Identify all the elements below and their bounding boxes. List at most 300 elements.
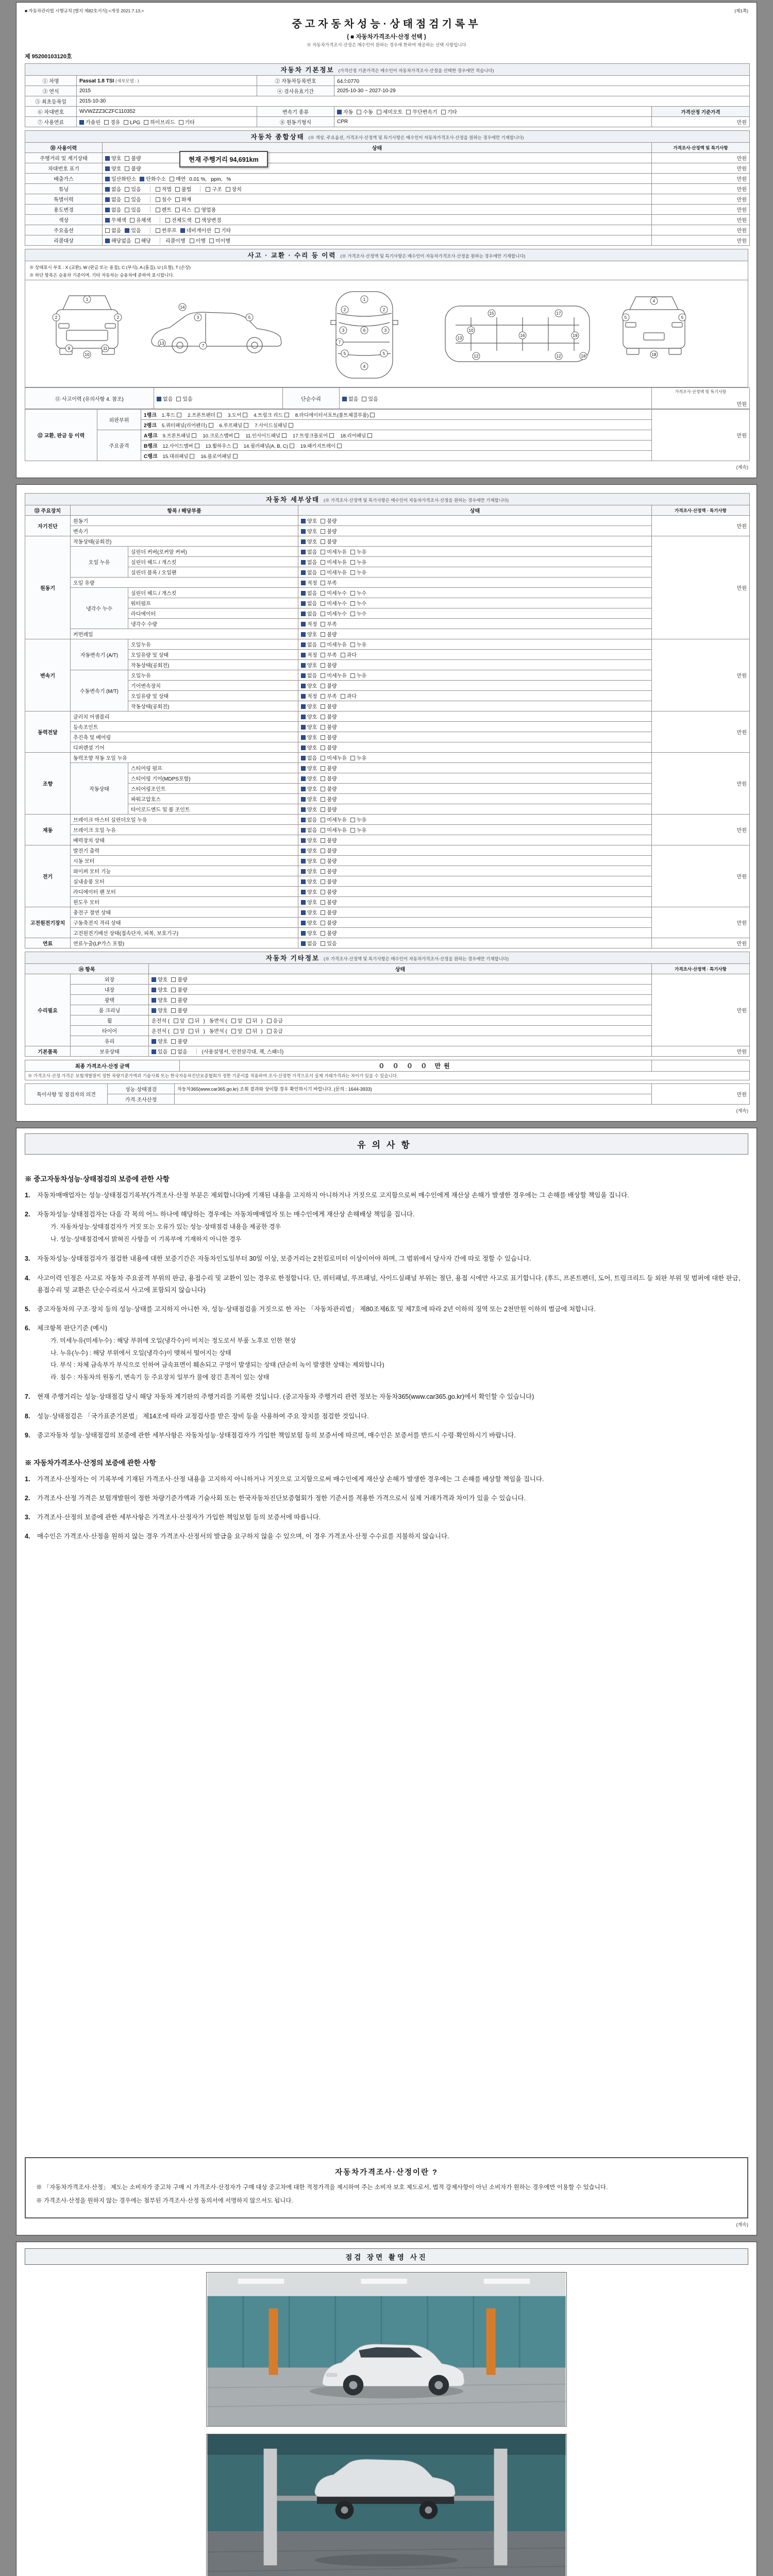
- overall-row: [25, 153, 750, 163]
- checkbox-불량[interactable]: 불량: [321, 805, 337, 813]
- part-item[interactable]: 11.인사이드패널: [245, 432, 287, 439]
- checkbox-양호[interactable]: 양호: [301, 517, 317, 524]
- checkbox-box: [350, 570, 355, 575]
- checkbox-box: [105, 218, 110, 223]
- notice-text: 사고이력 인정은 사고로 자동차 주요골격 부위의 판금, 용접수리 및 교환이 있는 경우로 한정합니다. 단, 쿼터패널, 루프패널, 사이드실패널 부위는 절단, 용접 시에만 사고로 표기합니다. (후드, 프론트펜더, 도어, 트렁크리드 등 외판 부위 및 범퍼에 대한 판금, 용접수리 및 교환은 단순수리로서 사고에 포함되지 않습니다): [37, 1274, 741, 1294]
- vin-label: ⑥ 차대번호: [25, 107, 77, 117]
- final-price-amount: ０ ０ ０ ０ 만원: [180, 1060, 652, 1072]
- checkbox-box: [171, 1008, 176, 1013]
- form-reference-row: [25, 8, 748, 14]
- checkbox-box: [301, 735, 306, 740]
- checkbox-매연[interactable]: 매연: [170, 175, 186, 182]
- overall-item-label: 색상: [25, 215, 103, 225]
- part-item[interactable]: 7.사이드실패널: [255, 421, 293, 429]
- checkbox-리스[interactable]: 리스: [175, 206, 191, 213]
- document-subtitle-note: ※ 자동차가격조사·산정은 매수인이 원하는 경우에 한하여 제공하는 선택 사항입니다: [307, 42, 466, 47]
- checkbox-부족[interactable]: 부족: [321, 620, 337, 628]
- part-item[interactable]: 14.필러패널(A, B, C): [244, 442, 294, 449]
- checkbox-없음[interactable]: 없음: [301, 599, 317, 607]
- checkbox-없음[interactable]: 없음: [301, 939, 317, 947]
- checkbox-누유[interactable]: 누유: [350, 568, 366, 576]
- checkbox-전체도색[interactable]: 전체도색: [165, 216, 192, 224]
- checkbox-box: [233, 454, 238, 459]
- part-item[interactable]: 2.프론트펜더: [188, 411, 222, 418]
- checkbox-없음[interactable]: 없음: [105, 206, 121, 213]
- current-mileage-box: 현재 주행거리 94,691km: [179, 151, 268, 167]
- checkbox-box: [125, 228, 129, 233]
- checkbox-양호[interactable]: 양호: [301, 846, 317, 854]
- checkbox-유채색[interactable]: 유채색: [130, 216, 151, 224]
- checkbox-양호[interactable]: 양호: [301, 785, 317, 792]
- checkbox-무채색[interactable]: 무채색: [105, 216, 126, 224]
- item-state: [298, 670, 652, 681]
- checkbox-기타[interactable]: 기타: [215, 226, 231, 234]
- checkbox-구조[interactable]: 구조: [206, 185, 222, 193]
- checkbox-뒤[interactable]: 뒤: [246, 1027, 258, 1035]
- checkbox-미세누유[interactable]: 미세누유: [321, 558, 347, 566]
- checkbox-없음[interactable]: 없음: [105, 185, 121, 193]
- notices-section2-title: ※ 자동차가격조사·산정의 보증에 관한 사항: [25, 1459, 156, 1467]
- notice-sub-item: 나. 성능·상태점검에서 밝혀진 사항을 이 기록부에 기재하지 아니한 경우: [51, 1235, 242, 1243]
- overall-row: [25, 215, 750, 225]
- extra-price: 만원: [652, 974, 750, 1046]
- checkbox-있음[interactable]: 있음: [125, 206, 141, 213]
- checkbox-누유[interactable]: 누유: [350, 816, 366, 823]
- checkbox-양호[interactable]: 양호: [301, 888, 317, 895]
- checkbox-불량[interactable]: 불량: [321, 527, 337, 535]
- checkbox-box: [377, 110, 381, 114]
- document-title: 중고자동차성능·상태점검기록부: [292, 19, 481, 30]
- checkbox-썬루프[interactable]: 썬루프: [156, 226, 177, 234]
- checkbox-불량[interactable]: 불량: [321, 743, 337, 751]
- checkbox-네비게이션[interactable]: 네비게이션: [180, 226, 211, 234]
- detail-row: [25, 938, 750, 948]
- checkbox-탄화수소[interactable]: 탄화수소: [140, 175, 166, 182]
- checkbox-box: [301, 910, 306, 915]
- checkbox-box: [321, 910, 325, 915]
- checkbox-불량[interactable]: 불량: [171, 1006, 187, 1014]
- checkbox-앞[interactable]: 앞: [174, 1027, 185, 1035]
- checkbox-불량[interactable]: 불량: [321, 723, 337, 731]
- part-item[interactable]: 10.크로스멤버: [203, 432, 239, 439]
- part-item[interactable]: 15.대쉬패널: [163, 452, 195, 460]
- checkbox-과다[interactable]: 과다: [341, 692, 357, 700]
- checkbox-없음[interactable]: 없음: [301, 568, 317, 576]
- part-item[interactable]: 9.프론트패널: [163, 432, 197, 439]
- device-price: 만원: [652, 845, 750, 907]
- checkbox-영업용[interactable]: 영업용: [195, 206, 216, 213]
- checkbox-box: [246, 1019, 251, 1023]
- checkbox-box: [321, 694, 325, 699]
- checkbox-불량[interactable]: 불량: [125, 154, 141, 162]
- checkbox-불량[interactable]: 불량: [321, 630, 337, 638]
- checkbox-세미오토[interactable]: 세미오토: [377, 108, 403, 115]
- checkbox-불량[interactable]: 불량: [171, 1037, 187, 1045]
- checkbox-box: [130, 218, 135, 223]
- page-4: [16, 2242, 757, 2576]
- checkbox-box: [301, 519, 306, 523]
- checkbox-침수[interactable]: 침수: [156, 195, 172, 203]
- checkbox-미세누유[interactable]: 미세누유: [321, 826, 347, 834]
- checkbox-양호[interactable]: 양호: [301, 805, 317, 813]
- checkbox-경유[interactable]: 경유: [104, 118, 120, 126]
- detail-col-price: 가격조사·산정액 · 특기사항: [652, 505, 750, 516]
- item-state: [298, 835, 652, 845]
- checkbox-미세누유[interactable]: 미세누유: [321, 548, 347, 555]
- checkbox-불량[interactable]: 불량: [321, 877, 337, 885]
- checkbox-box: [125, 208, 129, 212]
- checkbox-있음[interactable]: 있음: [125, 185, 141, 193]
- checkbox-해당없음[interactable]: 해당없음: [105, 236, 131, 244]
- checkbox-불량[interactable]: 불량: [321, 733, 337, 741]
- checkbox-box: [301, 766, 306, 771]
- checkbox-box: [267, 1019, 272, 1023]
- checkbox-양호[interactable]: 양호: [301, 836, 317, 844]
- checkbox-수동[interactable]: 수동: [357, 108, 373, 115]
- checkbox-앞[interactable]: 앞: [231, 1016, 243, 1024]
- checkbox-색상변경[interactable]: 색상변경: [195, 216, 222, 224]
- checkbox-양호[interactable]: 양호: [301, 908, 317, 916]
- checkbox-box: [301, 921, 306, 925]
- device-sub-label: 수동변속기 (M/T): [71, 670, 128, 711]
- checkbox-box: [152, 1008, 156, 1013]
- checkbox-양호[interactable]: 양호: [301, 630, 317, 638]
- checkbox-box: [301, 663, 306, 668]
- checkbox-없음[interactable]: 없음: [105, 226, 121, 234]
- checkbox-가솔린[interactable]: 가솔린: [79, 118, 100, 126]
- checkbox-불량[interactable]: 불량: [321, 888, 337, 895]
- extra-item-label: 보유상태: [71, 1046, 149, 1057]
- part-number-text: 10: [85, 352, 90, 357]
- checkbox-불량[interactable]: 불량: [321, 857, 337, 865]
- checkbox-양호[interactable]: 양호: [301, 723, 317, 731]
- part-number-text: 4: [652, 299, 656, 303]
- checkbox-불량[interactable]: 불량: [321, 785, 337, 792]
- checkbox-box: [175, 187, 180, 192]
- checkbox-기타[interactable]: 기타: [441, 108, 457, 115]
- checkbox-부족[interactable]: 부족: [321, 651, 337, 658]
- detail-row: [25, 660, 750, 670]
- checkbox-적정[interactable]: 적정: [301, 620, 317, 628]
- checkbox-불량[interactable]: 불량: [321, 836, 337, 844]
- checkbox-없음[interactable]: 없음: [301, 558, 317, 566]
- checkbox-box: [367, 433, 372, 438]
- checkbox-앞[interactable]: 앞: [231, 1027, 243, 1035]
- checkbox-불량[interactable]: 불량: [321, 908, 337, 916]
- checkbox-양호[interactable]: 양호: [301, 537, 317, 545]
- checkbox-누수[interactable]: 누수: [350, 589, 366, 597]
- checkbox-양호[interactable]: 양호: [301, 682, 317, 689]
- checkbox-양호[interactable]: 양호: [152, 986, 167, 993]
- checkbox-box: [321, 818, 325, 822]
- checkbox-이행[interactable]: 이행: [190, 236, 206, 244]
- checkbox-box: [290, 444, 294, 448]
- checkbox-없음[interactable]: 없음: [301, 671, 317, 679]
- checkbox-부족[interactable]: 부족: [321, 692, 337, 700]
- part-item[interactable]: 5.쿼터패널(리어펜더): [162, 421, 213, 429]
- detail-row: [25, 866, 750, 876]
- checkbox-미세누유[interactable]: 미세누유: [321, 640, 347, 648]
- item-state: [298, 722, 652, 732]
- checkbox-불량[interactable]: 불량: [321, 919, 337, 926]
- checkbox-box: [171, 1049, 176, 1054]
- notice-text: 자동차매매업자는 성능·상태점검기록부(가격조사·산정 부분은 제외합니다)에 기재된 내용을 고지하지 아니하거나 거짓으로 고지함으로써 매수인에게 재산상 손해가 발생한 경우에는 그 손해를 배상할 책임을 집니다.: [37, 1192, 629, 1199]
- checkbox-box: [156, 197, 160, 202]
- notice-number: 8.: [25, 1412, 30, 1420]
- rank-label: A랭크: [144, 433, 158, 439]
- item-state: [298, 753, 652, 763]
- checkbox-불량[interactable]: 불량: [321, 537, 337, 545]
- extra-item-label: 타이어: [71, 1026, 149, 1036]
- device-price: 만원: [652, 938, 750, 948]
- checkbox-양호[interactable]: 양호: [301, 795, 317, 803]
- checkbox-box: [175, 197, 180, 202]
- checkbox-양호[interactable]: 양호: [301, 743, 317, 751]
- part-item[interactable]: 8.라디에이터서포트(볼트체결부품): [295, 411, 375, 418]
- checkbox-불량[interactable]: 불량: [321, 795, 337, 803]
- checkbox-하이브리드[interactable]: 하이브리드: [144, 118, 175, 126]
- checkbox-기타[interactable]: 기타: [179, 118, 195, 126]
- exchange-rank-parts: [141, 451, 652, 461]
- item-state: [298, 856, 652, 866]
- notice-sub-item: 가. 자동차성능·상태점검자가 거짓 또는 오류가 있는 성능·상태점검 내용을 제공한 경우: [51, 1223, 281, 1231]
- checkbox-미세누수[interactable]: 미세누수: [321, 589, 347, 597]
- part-item[interactable]: 16.플로어패널: [200, 452, 237, 460]
- checkbox-box: [301, 745, 306, 750]
- checkbox-누유[interactable]: 누유: [350, 826, 366, 834]
- part-item[interactable]: 19.패키지트레이: [300, 442, 342, 449]
- firstreg-label: ⑤ 최초등록일: [25, 96, 77, 107]
- checkbox-불량[interactable]: 불량: [171, 996, 187, 1004]
- checkbox-있음[interactable]: 있음: [125, 195, 141, 203]
- checkbox-양호[interactable]: 양호: [301, 898, 317, 906]
- part-item[interactable]: 12.사이드멤버: [163, 442, 199, 449]
- checkbox-box: [171, 1039, 176, 1044]
- checkbox-box: [321, 632, 325, 637]
- checkbox-자동[interactable]: 자동: [337, 108, 353, 115]
- checkbox-미세누유[interactable]: 미세누유: [321, 816, 347, 823]
- checkbox-과다[interactable]: 과다: [341, 651, 357, 658]
- checkbox-없음[interactable]: 없음: [301, 609, 317, 617]
- checkbox-양호[interactable]: 양호: [301, 702, 317, 710]
- checkbox-양호[interactable]: 양호: [301, 764, 317, 772]
- checkbox-뒤[interactable]: 뒤: [189, 1027, 200, 1035]
- item-state: [298, 516, 652, 526]
- basic-section-header: 자동차 기본정보 (가격산정 기준가격은 매수인이 자동차가격조사·산정을 선택한 경우에만 적습니다): [25, 64, 750, 76]
- checkbox-뒤[interactable]: 뒤: [246, 1016, 258, 1024]
- checkbox-있음[interactable]: 있음: [176, 395, 192, 402]
- checkbox-무단변속기[interactable]: 무단변속기: [406, 108, 437, 115]
- checkbox-누유[interactable]: 누유: [350, 671, 366, 679]
- checkbox-있음[interactable]: 있음: [321, 939, 337, 947]
- checkbox-양호[interactable]: 양호: [105, 154, 121, 162]
- overall-col-state: 상태: [103, 143, 652, 153]
- item-state: [298, 742, 652, 753]
- device-price: 만원: [652, 639, 750, 711]
- checkbox-양호[interactable]: 양호: [152, 975, 167, 983]
- checkbox-화재[interactable]: 화재: [175, 195, 191, 203]
- checkbox-불량[interactable]: 불량: [321, 846, 337, 854]
- checkbox-LPG[interactable]: LPG: [124, 120, 140, 126]
- checkbox-미세누수[interactable]: 미세누수: [321, 599, 347, 607]
- checkbox-양호[interactable]: 양호: [301, 877, 317, 885]
- notice-text: 성능·상태점검은 「국가표준기본법」 제14조에 따라 교정검사를 받은 장비 등을 사용하여 주요 장치를 점검한 것입니다.: [37, 1412, 369, 1420]
- item-label: 타이로드엔드 및 볼 조인트: [128, 804, 298, 815]
- checkbox-불량[interactable]: 불량: [321, 713, 337, 720]
- checkbox-box: [125, 166, 129, 171]
- checkbox-적법[interactable]: 적법: [156, 185, 172, 193]
- notice-number: 1.: [25, 1192, 30, 1199]
- checkbox-불량[interactable]: 불량: [321, 517, 337, 524]
- overall-item-state: [103, 194, 652, 205]
- checkbox-box: [171, 977, 176, 982]
- checkbox-양호[interactable]: 양호: [301, 867, 317, 875]
- overall-item-label: 배출가스: [25, 174, 103, 184]
- checkbox-없음[interactable]: 없음: [105, 195, 121, 203]
- checkbox-불량[interactable]: 불량: [321, 661, 337, 669]
- notice-item: [25, 1253, 748, 1265]
- checkbox-없음[interactable]: 없음: [342, 395, 358, 402]
- part-item[interactable]: 3.도어: [228, 411, 247, 418]
- checkbox-양호[interactable]: 양호: [301, 857, 317, 865]
- notice-number: 3.: [25, 1255, 30, 1263]
- checkbox-box: [234, 433, 239, 438]
- extra-item-label: 외장: [71, 974, 149, 985]
- part-number-text: 5: [248, 315, 251, 320]
- part-item[interactable]: 1.후드: [162, 411, 181, 418]
- checkbox-없음[interactable]: 없음: [301, 754, 317, 761]
- checkbox-불량[interactable]: 불량: [321, 774, 337, 782]
- checkbox-불량[interactable]: 불량: [321, 867, 337, 875]
- checkbox-누수[interactable]: 누수: [350, 599, 366, 607]
- checkbox-미세누유[interactable]: 미세누유: [321, 568, 347, 576]
- checkbox-앞[interactable]: 앞: [174, 1016, 185, 1024]
- checkbox-양호[interactable]: 양호: [152, 996, 167, 1004]
- checkbox-box: [301, 632, 306, 637]
- simple-repair-label: 단순수리: [283, 388, 340, 409]
- notice-sub-item: 가. 미세누유(미세누수) : 해당 부위에 오일(냉각수)이 비치는 정도로서 부품 노후로 인한 현상: [51, 1337, 296, 1345]
- checkbox-일산화탄소[interactable]: 일산화탄소: [105, 175, 136, 182]
- part-item[interactable]: 13.휠하우스: [206, 442, 238, 449]
- checkbox-뒤[interactable]: 뒤: [189, 1016, 200, 1024]
- checkbox-미세누수[interactable]: 미세누수: [321, 609, 347, 617]
- accident-section-header: 사고 · 교환 · 수리 등 이력 (※ 가격조사·산정액 및 특기사항은 매수인이 자동차가격조사·산정을 원하는 경우에만 기재합니다): [25, 249, 748, 261]
- checkbox-양호[interactable]: 양호: [152, 1037, 167, 1045]
- price-survey-box-title: 자동차가격조사·산정이란 ?: [335, 2168, 438, 2177]
- checkbox-box: [284, 413, 289, 417]
- checkbox-없음[interactable]: 없음: [301, 640, 317, 648]
- checkbox-있음[interactable]: 있음: [125, 226, 141, 234]
- checkbox-없음[interactable]: 없음: [301, 816, 317, 823]
- checkbox-해당[interactable]: 해당: [135, 236, 151, 244]
- checkbox-양호[interactable]: 양호: [301, 661, 317, 669]
- checkbox-없음[interactable]: 없음: [301, 548, 317, 555]
- checkbox-누수[interactable]: 누수: [350, 609, 366, 617]
- part-item[interactable]: 18.리어패널: [340, 432, 372, 439]
- checkbox-적정[interactable]: 적정: [301, 651, 317, 658]
- checkbox-없음[interactable]: 없음: [157, 395, 173, 402]
- checkbox-렌트[interactable]: 렌트: [156, 206, 172, 213]
- checkbox-응급[interactable]: 응급: [267, 1027, 283, 1035]
- checkbox-미세누유[interactable]: 미세누유: [321, 754, 347, 761]
- year-label: ③ 연식: [25, 86, 77, 96]
- checkbox-있음[interactable]: 있음: [362, 395, 378, 402]
- checkbox-적정[interactable]: 적정: [301, 692, 317, 700]
- part-item[interactable]: 4.트렁크 리드: [254, 411, 289, 418]
- checkbox-box: [152, 1049, 156, 1054]
- part-item[interactable]: 6.루프패널: [220, 421, 249, 429]
- checkbox-양호[interactable]: 양호: [301, 713, 317, 720]
- part-number-text: 11: [103, 346, 108, 351]
- checkbox-누유[interactable]: 누유: [350, 640, 366, 648]
- checkbox-불량[interactable]: 불량: [321, 682, 337, 689]
- checkbox-없음[interactable]: 없음: [171, 1047, 187, 1055]
- checkbox-양호[interactable]: 양호: [152, 1006, 167, 1014]
- checkbox-불량[interactable]: 불량: [171, 975, 187, 983]
- detail-row: [25, 773, 750, 784]
- checkbox-불량[interactable]: 불량: [321, 929, 337, 937]
- checkbox-양호[interactable]: 양호: [105, 164, 121, 172]
- checkbox-양호[interactable]: 양호: [301, 733, 317, 741]
- checkbox-불량[interactable]: 불량: [321, 898, 337, 906]
- item-label: 스티어링 펌프: [128, 763, 298, 773]
- price-survey-box-text-1: ※ 「자동차가격조사·산정」 제도는 소비자가 중고차 구매 시 가격조사·산정자가 구매 대상 중고차에 대한 적정가격을 제시하여 주는 소비자 보호 제도로서, 법적 강제사항이 아닌 소비자가 원하는 경우에만 이용할 수 있습니다.: [36, 2184, 608, 2191]
- checkbox-불법[interactable]: 불법: [175, 185, 191, 193]
- detail-row: [25, 897, 750, 907]
- checkbox-box: [195, 208, 199, 212]
- checkbox-미세누유[interactable]: 미세누유: [321, 671, 347, 679]
- overall-item-price: 만원: [652, 184, 750, 194]
- checkbox-불량[interactable]: 불량: [321, 764, 337, 772]
- car-diagram-cell: [25, 280, 748, 387]
- checkbox-없음[interactable]: 없음: [301, 589, 317, 597]
- checkbox-미이행[interactable]: 미이행: [209, 236, 230, 244]
- checkbox-양호[interactable]: 양호: [301, 929, 317, 937]
- checkbox-없음[interactable]: 없음: [301, 826, 317, 834]
- item-state: [298, 619, 652, 629]
- checkbox-양호[interactable]: 양호: [301, 527, 317, 535]
- notice-text: 중고자동차 성능·상태점검의 보증에 관한 세부사항은 자동차성능·상태점검자가 가입한 책임보험 등의 보증서에 따르며, 매수인은 보증서를 반드시 수령·확인하시기 바랍니다.: [37, 1431, 516, 1439]
- checkbox-장치[interactable]: 장치: [226, 185, 242, 193]
- checkbox-box: [301, 570, 306, 575]
- checkbox-양호[interactable]: 양호: [301, 919, 317, 926]
- checkbox-누유[interactable]: 누유: [350, 548, 366, 555]
- checkbox-적정[interactable]: 적정: [301, 579, 317, 586]
- item-state: [298, 815, 652, 825]
- checkbox-불량[interactable]: 불량: [321, 702, 337, 710]
- checkbox-있음[interactable]: 있음: [152, 1047, 167, 1055]
- device-label: 자기진단: [25, 516, 71, 536]
- checkbox-box: [342, 397, 347, 401]
- checkbox-누유[interactable]: 누유: [350, 754, 366, 761]
- notice-number: 6.: [25, 1324, 30, 1332]
- detail-row: [25, 536, 750, 547]
- checkbox-box: [206, 187, 210, 192]
- checkbox-불량[interactable]: 불량: [125, 164, 141, 172]
- notice-number: 3.: [25, 1514, 30, 1521]
- checkbox-box: [301, 941, 306, 946]
- checkbox-불량[interactable]: 불량: [171, 986, 187, 993]
- checkbox-부족[interactable]: 부족: [321, 579, 337, 586]
- extra-row: [25, 985, 750, 995]
- device-label: 제동: [25, 815, 71, 845]
- checkbox-양호[interactable]: 양호: [301, 774, 317, 782]
- detail-row: [25, 557, 750, 567]
- checkbox-누유[interactable]: 누유: [350, 558, 366, 566]
- part-item[interactable]: 17.트렁크플로어: [293, 432, 334, 439]
- checkbox-응급[interactable]: 응급: [267, 1016, 283, 1024]
- overall-table: [25, 130, 750, 246]
